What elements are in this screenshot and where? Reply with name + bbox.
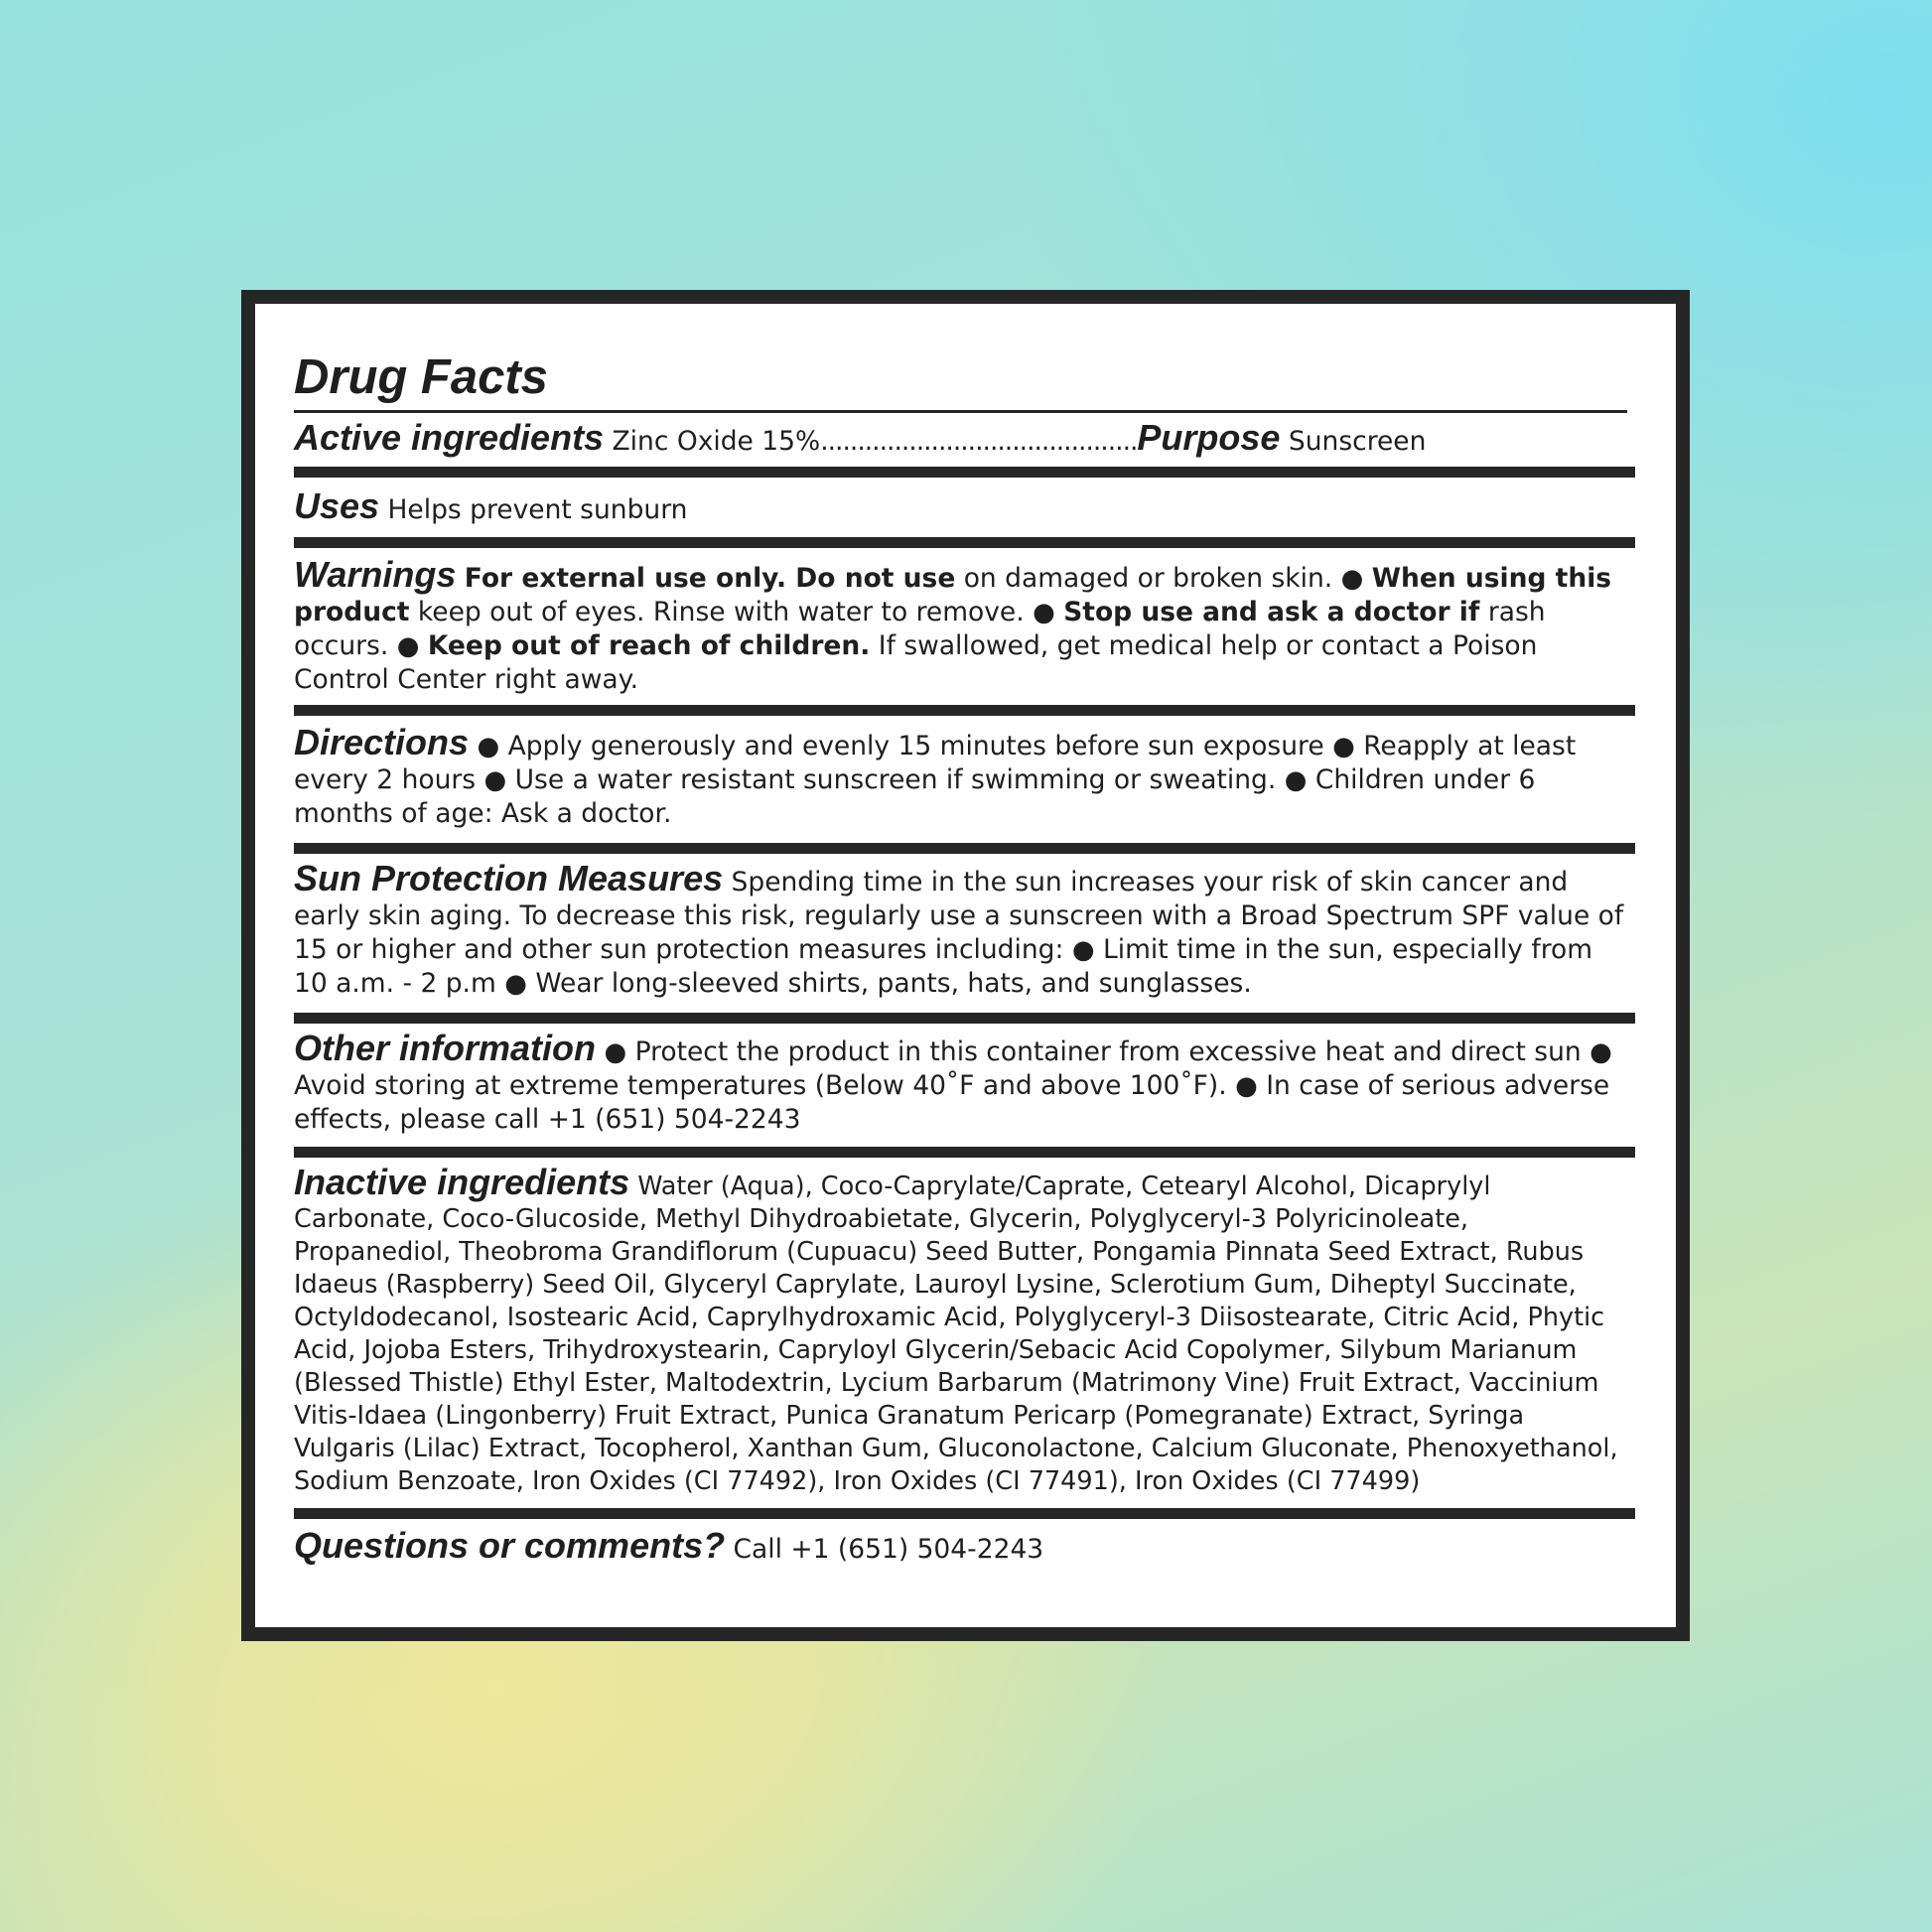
warnings-heading: Warnings xyxy=(294,554,457,595)
sun-protection-item: Limit time in the sun, especially from 10 a.m. - 2 p.m xyxy=(294,934,1593,999)
bullet-icon: ● xyxy=(396,631,420,661)
purpose-heading: Purpose xyxy=(1137,417,1281,458)
inactive-ingredients-heading: Inactive ingredients xyxy=(294,1162,630,1202)
warning-text-3: rash occurs. xyxy=(294,597,1546,661)
directions-section xyxy=(294,716,1627,843)
bullet-icon: ● xyxy=(483,765,507,795)
bullet-icon: ● xyxy=(1033,598,1055,627)
warning-bold-4: Keep out of reach of children. xyxy=(427,630,871,661)
section-divider xyxy=(294,843,1635,854)
section-divider xyxy=(294,1013,1635,1024)
direction-item: Children under 6 months of age: Ask a doctor. xyxy=(294,764,1536,829)
section-divider xyxy=(294,467,1635,478)
warning-bold-2: When using this product xyxy=(294,563,1612,627)
warning-bold-1: For external use only. Do not use xyxy=(464,563,956,594)
questions-text: Call +1 (651) 504-2243 xyxy=(733,1534,1044,1565)
section-divider xyxy=(294,1147,1635,1158)
uses-text: Helps prevent sunburn xyxy=(387,494,688,525)
warning-text-2: keep out of eyes. Rinse with water to remove. xyxy=(409,597,1034,627)
bullet-icon: ● xyxy=(1332,732,1355,761)
questions-heading: Questions or comments? xyxy=(294,1525,726,1566)
section-divider xyxy=(294,1508,1635,1519)
bullet-icon: ● xyxy=(1284,765,1308,795)
section-divider xyxy=(294,705,1635,716)
warnings-section xyxy=(294,548,1627,705)
other-information-item: In case of serious adverse effects, please call +1 (651) 504-2243 xyxy=(294,1070,1610,1135)
directions-heading: Directions xyxy=(294,722,470,762)
bullet-icon: ● xyxy=(604,1037,627,1067)
warning-text-4: If swallowed, get medical help or contact a Poison Control Center right away. xyxy=(294,630,1538,695)
uses-heading: Uses xyxy=(294,485,380,526)
purpose-text: Sunscreen xyxy=(1288,426,1427,457)
bullet-icon: ● xyxy=(1589,1037,1612,1067)
other-information-section xyxy=(294,1024,1627,1147)
drug-facts-content xyxy=(294,350,1644,1567)
bullet-icon: ● xyxy=(504,969,527,999)
other-information-item: Avoid storing at extreme temperatures (Below 40˚F and above 100˚F). xyxy=(294,1070,1227,1101)
uses-section xyxy=(294,478,1627,537)
active-ingredients-section xyxy=(294,413,1627,467)
active-ingredients-heading: Active ingredients xyxy=(294,417,605,458)
warning-bold-3: Stop use and ask a doctor if xyxy=(1063,597,1480,627)
sun-protection-text: Spending time in the sun increases your risk of skin cancer and early skin aging. To decrease this risk, regularly use a sunscreen with a Broad Spectrum SPF value of 15 or higher and other sun protection measures including: xyxy=(294,867,1624,965)
sun-protection-item: Wear long-sleeved shirts, pants, hats, and sunglasses. xyxy=(535,968,1252,999)
other-information-item: Protect the product in this container from excessive heat and direct sun xyxy=(634,1036,1582,1067)
sun-protection-section xyxy=(294,854,1627,1013)
drug-facts-panel xyxy=(241,290,1690,1641)
bullet-icon: ● xyxy=(477,732,500,761)
warning-text-1: on damaged or broken skin. xyxy=(955,563,1341,594)
bullet-icon: ● xyxy=(1235,1071,1258,1101)
bullet-icon: ● xyxy=(1071,935,1095,965)
direction-item: Reapply at least every 2 hours xyxy=(294,731,1577,795)
active-ingredient-text: Zinc Oxide 15% xyxy=(612,426,821,457)
direction-item: Use a water resistant sunscreen if swimming or sweating. xyxy=(514,764,1277,795)
sun-protection-heading: Sun Protection Measures xyxy=(294,858,724,898)
dot-leader: ........................................... xyxy=(820,426,1138,457)
inactive-ingredients-text: Water (Aqua), Coco-Caprylate/Caprate, Cetearyl Alcohol, Dicaprylyl Carbonate, Coco-Glucoside, Methyl Dihydroabietate, Glycerin, Polyglyceryl-3 Polyricinoleate, Propanediol, Theobroma Grandiflorum (Cupuacu) Seed Butter, Pongamia Pinnata Seed Extract, Rubus Idaeus (Raspberry) Seed Oil, Glyceryl Caprylate, Lauroyl Lysine, Sclerotium Gum, Diheptyl Succinate, Octyldodecanol, Isostearic Acid, Caprylhydroxamic Acid, Polyglyceryl-3 Diisostearate, Citric Acid, Phytic Acid, Jojoba Esters, Trihydroxystearin, Capryloyl Glycerin/Sebacic Acid Copolymer, Silybum Marianum (Blessed Thistle) Ethyl Ester, Maltodextrin, Lycium Barbarum (Matrimony Vine) Fruit Extract, Vaccinium Vitis-Idaea (Lingonberry) Fruit Extract, Punica Granatum Pericarp (Pomegranate) Extract, Syringa Vulgaris (Lilac) Extract, Tocopherol, Xanthan Gum, Gluconolactone, Calcium Gluconate, Phenoxyethanol, Sodium Benzoate, Iron Oxides (CI 77492), Iron Oxides (CI 77491), Iron Oxides (CI 77499) xyxy=(294,1172,1618,1496)
bullet-icon: ● xyxy=(1340,564,1364,594)
questions-section xyxy=(294,1519,1627,1567)
other-information-heading: Other information xyxy=(294,1028,596,1068)
section-divider xyxy=(294,537,1635,548)
direction-item: Apply generously and evenly 15 minutes before sun exposure xyxy=(507,731,1324,761)
inactive-ingredients-section xyxy=(294,1158,1627,1508)
page-title: Drug Facts xyxy=(294,353,1627,413)
